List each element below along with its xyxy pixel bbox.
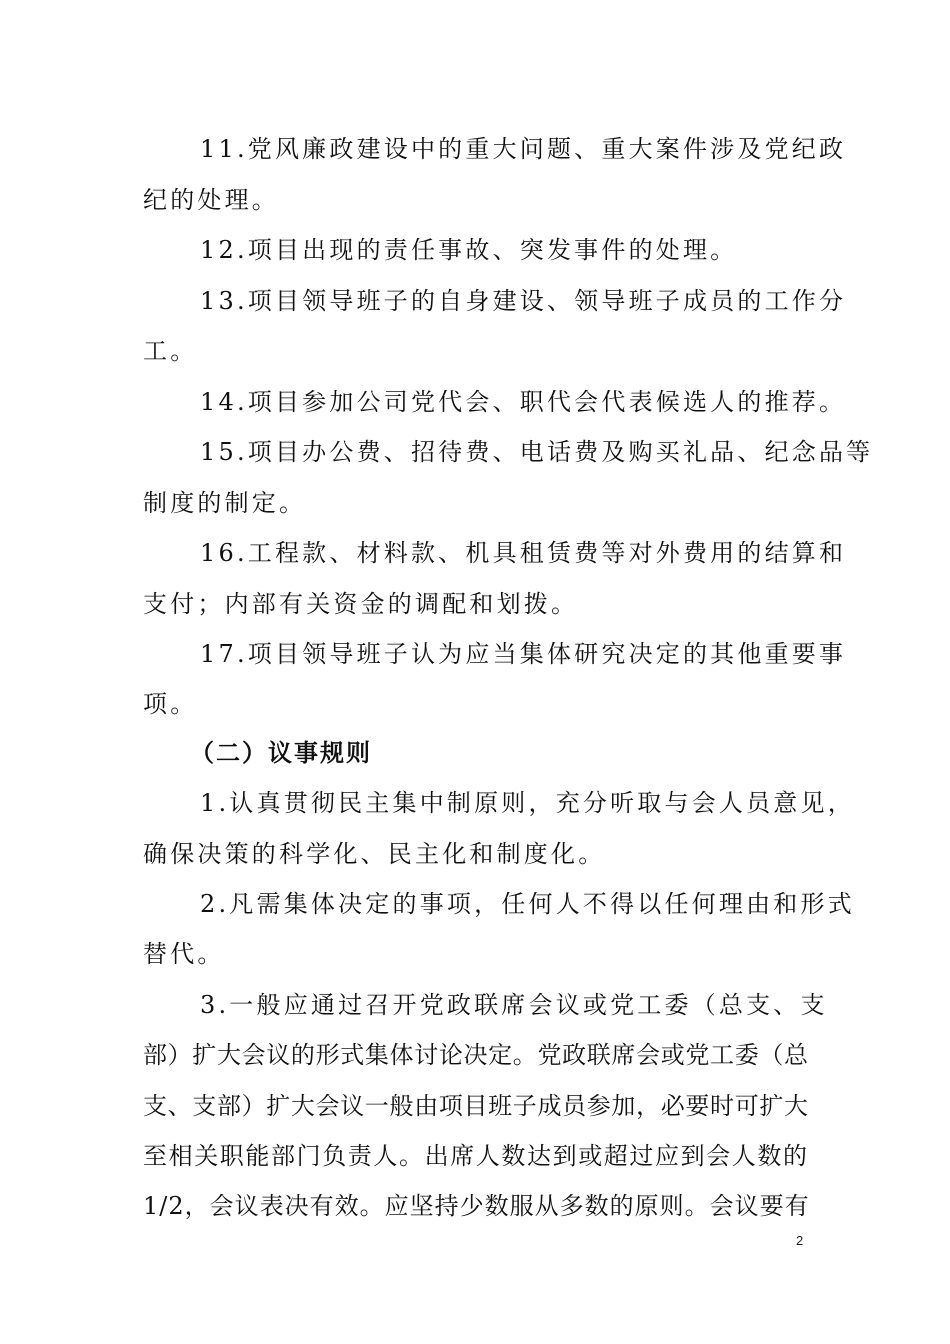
item-17-line-2: 项。 [143, 690, 198, 718]
rule-1-line-1: 1.认真贯彻民主集中制原则，充分听取与会人员意见， [200, 789, 855, 817]
item-15-line-1: 15.项目办公费、招待费、电话费及购买礼品、纪念品等 [200, 438, 874, 466]
rule-3-line-2: 部）扩大会议的形式集体讨论决定。党政联席会或党工委（总 [143, 1041, 808, 1069]
page-number: 2 [796, 1233, 804, 1248]
item-17-line-1: 17.项目领导班子认为应当集体研究决定的其他重要事 [200, 640, 847, 668]
section-heading-rules: （二）议事规则 [190, 739, 372, 767]
item-11-line-2: 纪的处理。 [143, 186, 279, 214]
rule-3-line-4: 至相关职能部门负责人。出席人数达到或超过应到会人数的 [143, 1142, 808, 1170]
item-13-line-2: 工。 [143, 337, 198, 365]
item-16-line-2: 支付；内部有关资金的调配和划拨。 [143, 590, 579, 618]
item-16-line-1: 16.工程款、材料款、机具租赁费等对外费用的结算和 [200, 539, 847, 567]
rule-1-line-2: 确保决策的科学化、民主化和制度化。 [143, 840, 606, 868]
item-15-line-2: 制度的制定。 [143, 489, 307, 517]
rule-3-line-5: 1/2，会议表决有效。应坚持少数服从多数的原则。会议要有 [143, 1192, 810, 1220]
rule-2-line-1: 2.凡需集体决定的事项，任何人不得以任何理由和形式 [200, 890, 855, 918]
item-13-line-1: 13.项目领导班子的自身建设、领导班子成员的工作分 [200, 287, 847, 315]
item-14-line-1: 14.项目参加公司党代会、职代会代表候选人的推荐。 [200, 388, 847, 416]
rule-3-line-1: 3.一般应通过召开党政联席会议或党工委（总支、支 [200, 991, 828, 1019]
rule-3-line-3: 支、支部）扩大会议一般由项目班子成员参加，必要时可扩大 [143, 1092, 808, 1120]
item-12-line-1: 12.项目出现的责任事故、突发事件的处理。 [200, 236, 738, 264]
item-11-line-1: 11.党风廉政建设中的重大问题、重大案件涉及党纪政 [200, 135, 847, 163]
rule-2-line-2: 替代。 [143, 940, 225, 968]
